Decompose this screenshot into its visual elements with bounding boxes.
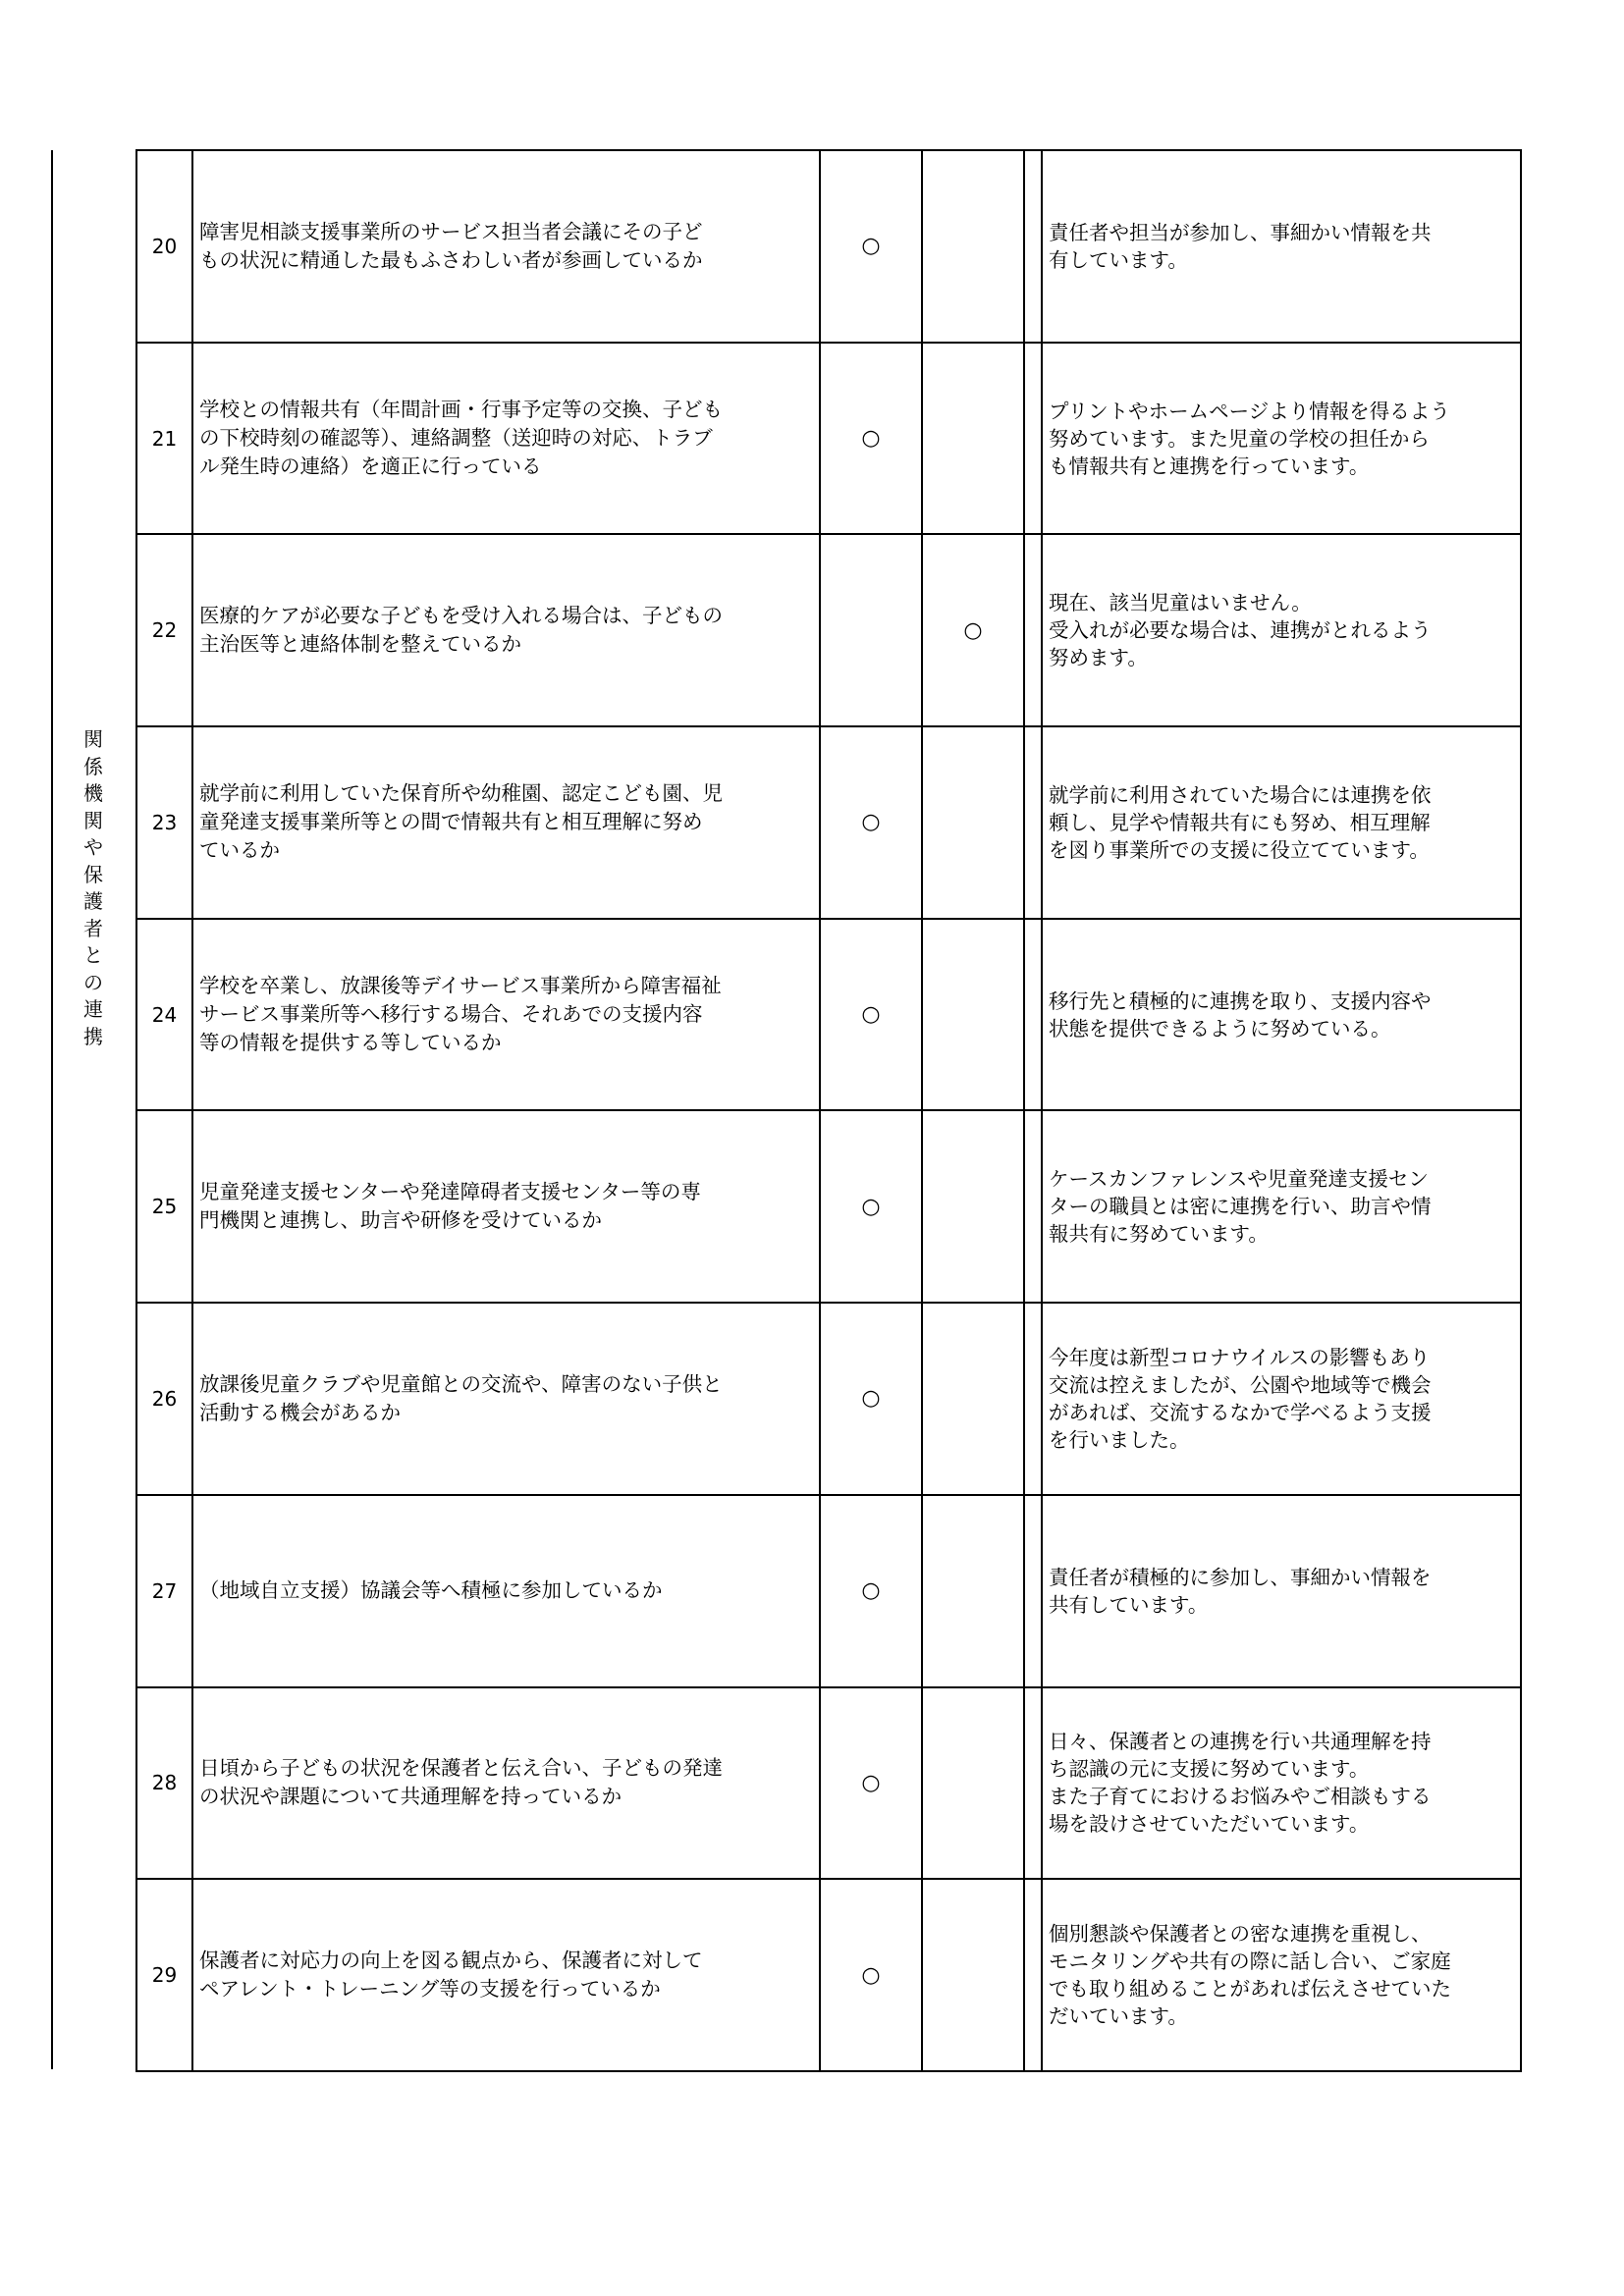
question-text-cell (192, 1303, 820, 1495)
question-text-cell (192, 343, 820, 535)
item-number-cell (136, 150, 192, 343)
question-text-cell (192, 1687, 820, 1880)
question-text: 学校との情報共有（年間計画・行事予定等の交換、子ども の下校時刻の確認等）、連絡調整（送迎時の対応、トラブ ル発生時の連絡）を適正に行っている (199, 398, 723, 479)
question-text: 児童発達支援センターや発達障碍者支援センター等の専 門機関と連携し、助言や研修を受けているか (199, 1180, 701, 1233)
yes-mark: ○ (861, 810, 881, 835)
spacer-cell-cell (1024, 1879, 1042, 2071)
comment-text: 今年度は新型コロナウイルスの影響もあり 交流は控えましたが、公園や地域等で機会 があれば、交流するなかで学べるよう支援 を行いました。 (1049, 1345, 1432, 1452)
category-char: 連 (83, 997, 103, 1021)
item-number: 29 (151, 1963, 178, 1988)
question-text: 放課後児童クラブや児童館との交流や、障害のない子供と 活動する機会があるか (199, 1371, 723, 1424)
item-number-cell (136, 726, 192, 919)
category-char: 者 (83, 916, 103, 940)
comment-text-cell (1042, 1687, 1521, 1880)
no-mark-cell (922, 343, 1024, 535)
question-text: 障害児相談支援事業所のサービス担当者会議にその子ど もの状況に精通した最もふさわしい者が参画しているか (199, 219, 703, 272)
question-text-cell (192, 1495, 820, 1687)
yes-mark: ○ (861, 1770, 881, 1795)
category-char: や (83, 835, 103, 859)
table-row (136, 1879, 1521, 2071)
comment-text-cell (1042, 1879, 1521, 2071)
item-number-cell (136, 1879, 192, 2071)
yes-mark: ○ (861, 1002, 881, 1028)
yes-mark-cell (820, 534, 922, 726)
no-mark-cell (922, 150, 1024, 343)
yes-mark: ○ (861, 234, 881, 259)
table-row (136, 1303, 1521, 1495)
item-number: 28 (151, 1771, 178, 1795)
item-number: 23 (151, 810, 178, 834)
category-label (79, 726, 108, 1050)
yes-mark-cell (820, 1110, 922, 1303)
item-number-cell (136, 1495, 192, 1687)
item-number: 20 (151, 234, 178, 258)
comment-text: 移行先と積極的に連携を取り、支援内容や 状態を提供できるように努めている。 (1049, 988, 1432, 1041)
category-char: 護 (83, 889, 103, 913)
spacer-cell-cell (1024, 1495, 1042, 1687)
comment-text-cell (1042, 726, 1521, 919)
spacer-cell-cell (1024, 1303, 1042, 1495)
question-text-cell (192, 1110, 820, 1303)
question-text-cell (192, 1879, 820, 2071)
table-row (136, 1495, 1521, 1687)
category-char: 携 (83, 1024, 103, 1048)
category-char: の (83, 970, 103, 994)
comment-text: 日々、保護者との連携を行い共通理解を持 ち認識の元に支援に努めています。 また子育てにおけるお悩みやご相談もする 場を設けさせていただいています。 (1049, 1730, 1432, 1837)
category-char: 関 (83, 727, 103, 751)
yes-mark: ○ (861, 1194, 881, 1219)
comment-text: 責任者が積極的に参加し、事細かい情報を 共有しています。 (1049, 1565, 1432, 1617)
item-number: 27 (151, 1578, 178, 1603)
no-mark-cell (922, 1687, 1024, 1880)
item-number: 26 (151, 1386, 178, 1411)
table-row (136, 726, 1521, 919)
comment-text: 個別懇談や保護者との密な連携を重視し、 モニタリングや共有の際に話し合い、ご家庭 でも取り組めることがあれば伝えさせていた だいています。 (1049, 1922, 1451, 2029)
yes-mark-cell (820, 1687, 922, 1880)
comment-text-cell (1042, 150, 1521, 343)
yes-mark-cell (820, 726, 922, 919)
comment-text: 就学前に利用されていた場合には連携を依 頼し、見学や情報共有にも努め、相互理解 を図り事業所での支援に役立てています。 (1049, 782, 1432, 862)
question-text-cell (192, 534, 820, 726)
item-number: 25 (151, 1195, 178, 1219)
question-text: 日頃から子どもの状況を保護者と伝え合い、子どもの発達 の状況や課題について共通理解を持っているか (199, 1756, 723, 1809)
comment-text-cell (1042, 1110, 1521, 1303)
question-text: （地域自立支援）協議会等へ積極に参加しているか (199, 1578, 663, 1603)
item-number-cell (136, 343, 192, 535)
evaluation-table (135, 149, 1522, 2072)
yes-mark-cell (820, 1879, 922, 2071)
yes-mark: ○ (861, 1386, 881, 1412)
category-char: 係 (83, 754, 103, 778)
comment-text: プリントやホームページより情報を得るよう 努めています。また児童の学校の担任から も情報共有と連携を行っています。 (1049, 399, 1450, 478)
table-row (136, 919, 1521, 1111)
yes-mark-cell (820, 343, 922, 535)
spacer-cell-cell (1024, 726, 1042, 919)
category-char: と (83, 943, 103, 967)
no-mark-cell (922, 1303, 1024, 1495)
comment-text-cell (1042, 919, 1521, 1111)
item-number-cell (136, 919, 192, 1111)
question-text-cell (192, 150, 820, 343)
item-number: 24 (151, 1002, 178, 1027)
category-char: 保 (83, 862, 103, 886)
question-text: 就学前に利用していた保育所や幼稚園、認定こども園、児 童発達支援事業所等との間で情報共有と相互理解に努め ているか (199, 781, 723, 863)
item-number: 21 (151, 426, 178, 451)
no-mark-cell (922, 919, 1024, 1111)
category-divider-line (51, 150, 53, 2069)
no-mark-cell (922, 1495, 1024, 1687)
table-row (136, 150, 1521, 343)
item-number: 22 (151, 618, 178, 643)
no-mark-cell (922, 1110, 1024, 1303)
question-text: 学校を卒業し、放課後等デイサービス事業所から障害福祉 サービス事業所等へ移行する場合、それあでの支援内容 等の情報を提供する等しているか (199, 974, 722, 1055)
spacer-cell-cell (1024, 343, 1042, 535)
yes-mark: ○ (861, 426, 881, 452)
question-text-cell (192, 726, 820, 919)
yes-mark-cell (820, 919, 922, 1111)
comment-text: 現在、該当児童はいません。 受入れが必要な場合は、連携がとれるよう 努めます。 (1049, 591, 1432, 670)
question-text: 保護者に対応力の向上を図る観点から、保護者に対して ペアレント・トレーニング等の支援を行っているか (199, 1949, 703, 2002)
table-row (136, 1110, 1521, 1303)
spacer-cell-cell (1024, 1110, 1042, 1303)
comment-text: 責任者や担当が参加し、事細かい情報を共 有しています。 (1049, 220, 1432, 272)
comment-text-cell (1042, 343, 1521, 535)
comment-text: ケースカンファレンスや児童発達支援セン ターの職員とは密に連携を行い、助言や情 報共有に努めています。 (1049, 1167, 1432, 1247)
yes-mark: ○ (861, 1962, 881, 1988)
spacer-cell-cell (1024, 1687, 1042, 1880)
yes-mark-cell (820, 150, 922, 343)
no-mark: ○ (963, 617, 983, 643)
yes-mark-cell (820, 1495, 922, 1687)
spacer-cell-cell (1024, 919, 1042, 1111)
item-number-cell (136, 1303, 192, 1495)
category-char: 関 (83, 808, 103, 832)
comment-text-cell (1042, 1495, 1521, 1687)
spacer-cell-cell (1024, 534, 1042, 726)
comment-text-cell (1042, 534, 1521, 726)
item-number-cell (136, 1110, 192, 1303)
table-row (136, 534, 1521, 726)
question-text: 医療的ケアが必要な子どもを受け入れる場合は、子どもの 主治医等と連絡体制を整えているか (199, 604, 723, 657)
category-char: 機 (83, 781, 103, 805)
no-mark-cell (922, 726, 1024, 919)
yes-mark: ○ (861, 1578, 881, 1604)
item-number-cell (136, 534, 192, 726)
table-row (136, 1687, 1521, 1880)
spacer-cell-cell (1024, 150, 1042, 343)
item-number-cell (136, 1687, 192, 1880)
question-text-cell (192, 919, 820, 1111)
no-mark-cell (922, 1879, 1024, 2071)
comment-text-cell (1042, 1303, 1521, 1495)
yes-mark-cell (820, 1303, 922, 1495)
no-mark-cell (922, 534, 1024, 726)
table-row (136, 343, 1521, 535)
